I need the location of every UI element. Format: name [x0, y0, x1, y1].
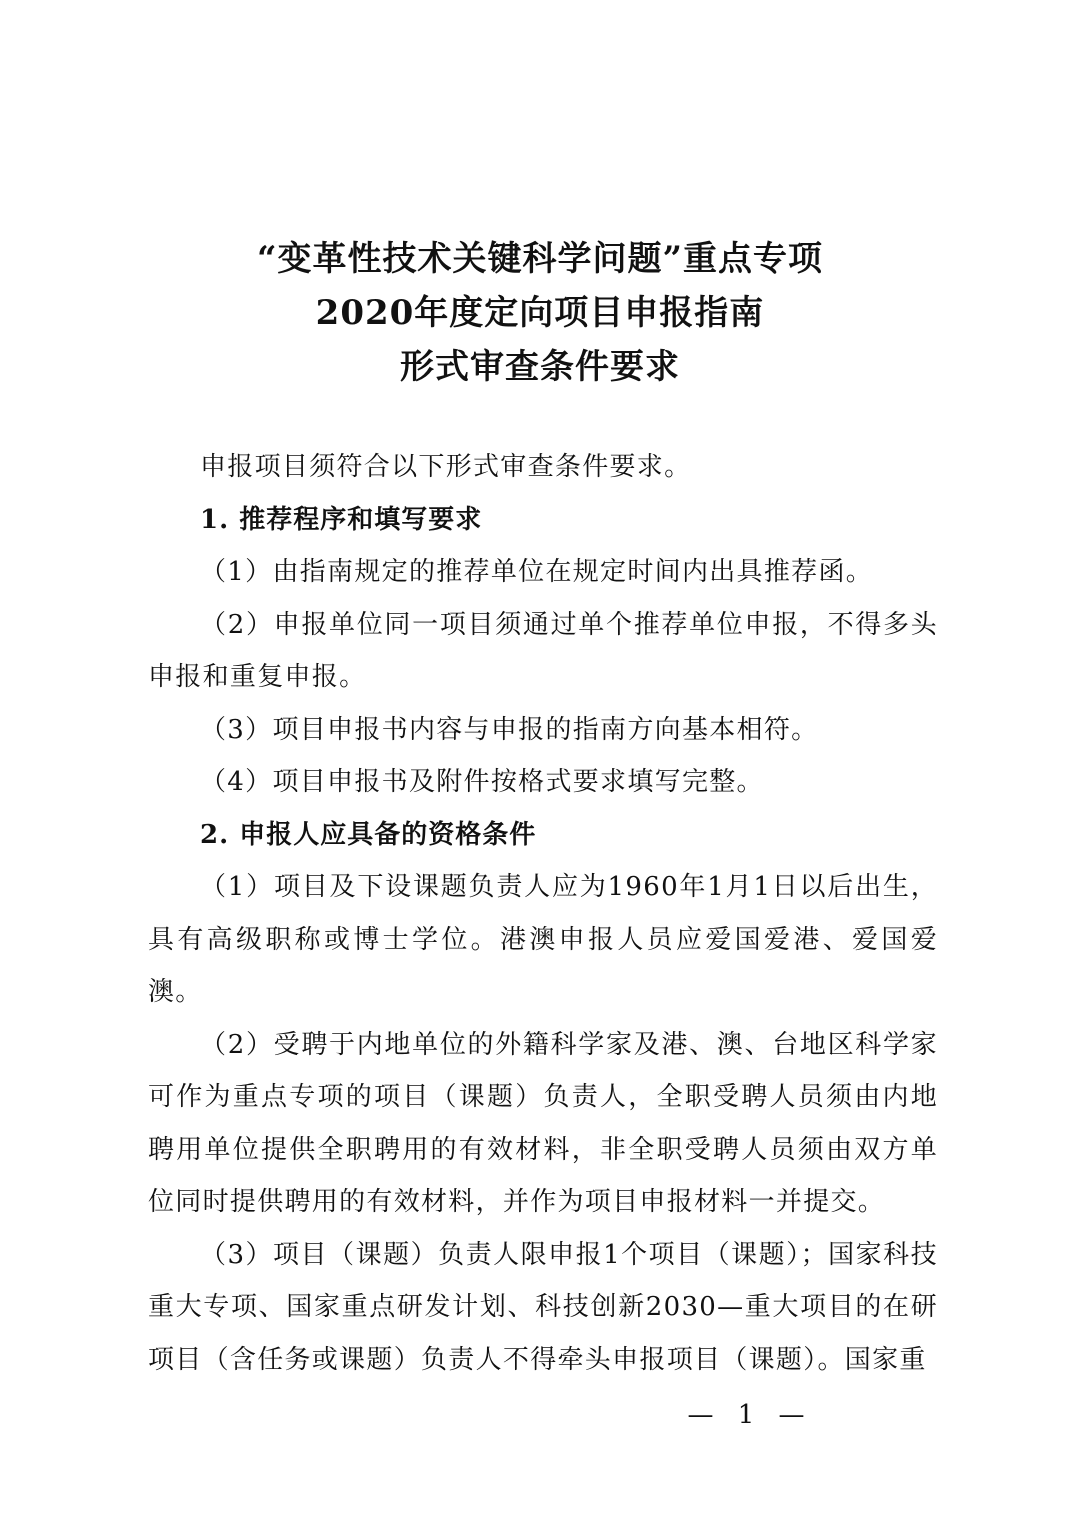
section-1-item: （1）由指南规定的推荐单位在规定时间内出具推荐函。 — [200, 557, 874, 587]
section-2-item: （2）受聘于内地单位的外籍科学家及港、澳、台地区科学家可作为重点专项的项目（课题）负责人，全职受聘人员须由内地聘用单位提供全职聘用的有效材料，非全职受聘人员须由双方单位同时提供聘用的有效材料，并作为项目申报材料一并提交。 — [148, 1029, 938, 1217]
section-1-item: （3）项目申报书内容与申报的指南方向基本相符。 — [200, 714, 819, 745]
section-1-item: （2）申报单位同一项目须通过单个推荐单位申报，不得多头申报和重复申报。 — [148, 609, 938, 692]
page-number-text: — 1 — — [687, 1400, 813, 1430]
document-body — [148, 441, 938, 1386]
title-line-3: 形式审查条件要求 — [400, 347, 680, 387]
section-1-heading: 1. 推荐程序和填写要求 — [200, 504, 483, 535]
title-line-2: 2020年度定向项目申报指南 — [315, 293, 765, 333]
page-number — [0, 1400, 1080, 1430]
intro-paragraph: 申报项目须符合以下形式审查条件要求。 — [200, 452, 692, 482]
section-2-item: （3）项目（课题）负责人限申报1个项目（课题）；国家科技重大专项、国家重点研发计划、科技创新2030—重大项目的在研项目（含任务或课题）负责人不得牵头申报项目（课题）。国家重 — [148, 1239, 938, 1375]
section-2-heading: 2. 申报人应具备的资格条件 — [200, 819, 537, 850]
title-line-1: “变革性技术关键科学问题”重点专项 — [256, 239, 824, 279]
section-1-item: （4）项目申报书及附件按格式要求填写完整。 — [200, 767, 764, 797]
section-2-item: （1）项目及下设课题负责人应为1960年1月1日以后出生，具有高级职称或博士学位。港澳申报人员应爱国爱港、爱国爱澳。 — [148, 872, 938, 1007]
document-title — [0, 232, 1080, 394]
